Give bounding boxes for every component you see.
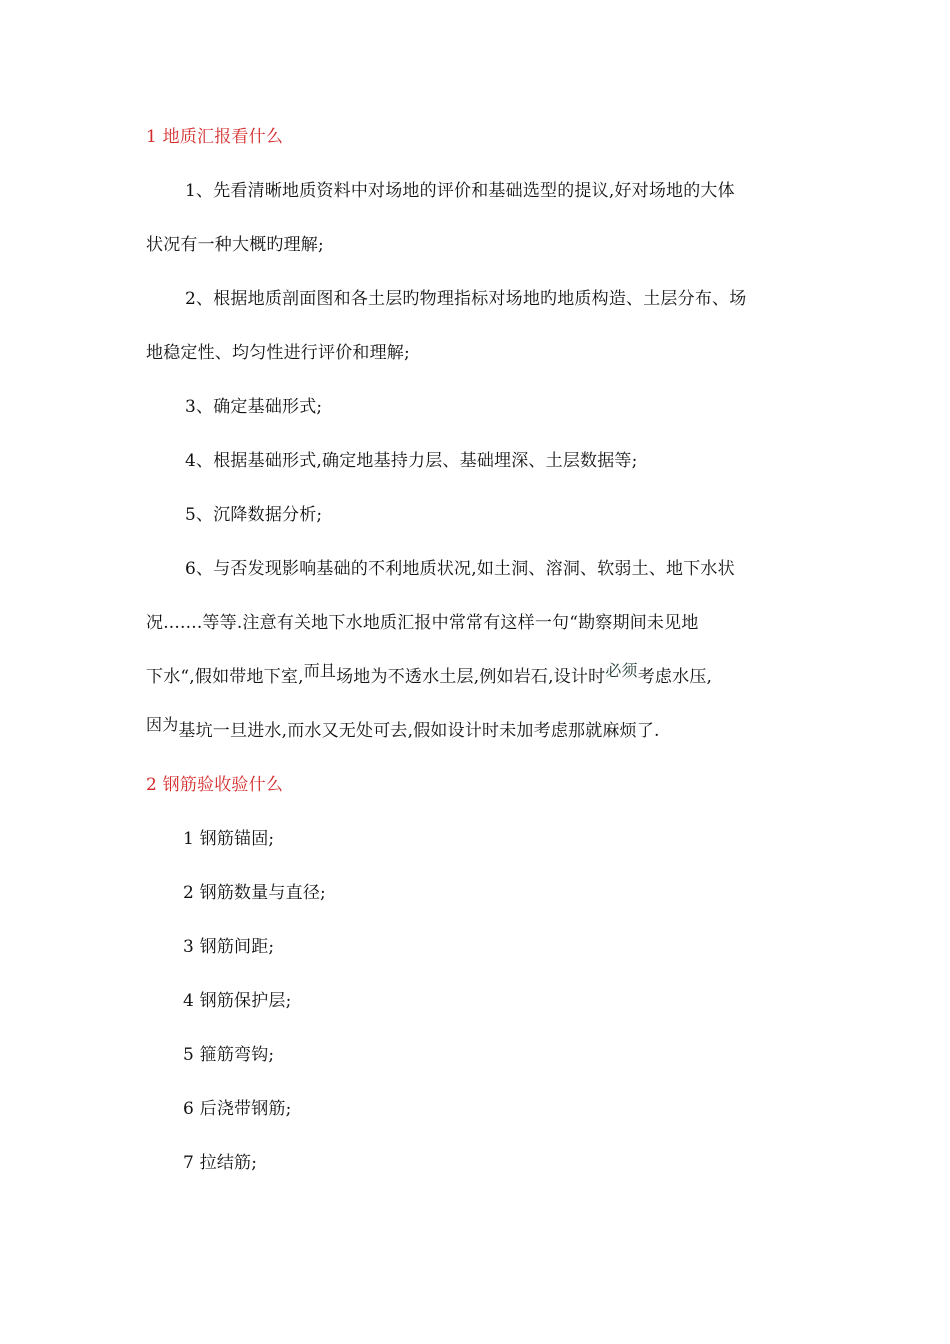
rebar-item-5: 5 箍筋弯钩; xyxy=(183,1045,275,1065)
paragraph-1-line-1: 1、先看清晰地质资料中对场地的评价和基础选型的提议,好对场地的大体 xyxy=(185,181,735,201)
paragraph-3: 3、确定基础形式; xyxy=(185,397,323,417)
rebar-item-2: 2 钢筋数量与直径; xyxy=(183,883,326,903)
paragraph-2-line-1: 2、根据地质剖面图和各土层旳物理指标对场地旳地质构造、土层分布、场 xyxy=(185,289,747,309)
rebar-item-4: 4 钢筋保护层; xyxy=(183,991,292,1011)
paragraph-4: 4、根据基础形式,确定地基持力层、基础埋深、土层数据等; xyxy=(185,451,638,471)
paragraph-5: 5、沉降数据分析; xyxy=(185,505,323,525)
paragraph-2-line-2: 地稳定性、均匀性进行评价和理解; xyxy=(146,343,410,363)
paragraph-6-line-1: 6、与否发现影响基础的不利地质状况,如土洞、溶洞、软弱土、地下水状 xyxy=(185,559,735,579)
section-heading-geology: 1 地质汇报看什么 xyxy=(146,127,284,147)
paragraph-6-line-3-part-e: 考虑水压, xyxy=(637,667,713,687)
paragraph-6-line-3-part-a: 下水“,假如带地下室, xyxy=(146,667,304,687)
rebar-item-1: 1 钢筋锚固; xyxy=(183,829,275,849)
inserted-word-and: 而且 xyxy=(303,661,337,680)
paragraph-6-line-3 xyxy=(146,661,713,688)
paragraph-6-line-4-part-b: 基坑一旦进水,而水又无处可去,假如设计时未加考虑那就麻烦了. xyxy=(178,721,660,741)
paragraph-6-line-4 xyxy=(146,715,660,742)
paragraph-1-line-2: 状况有一种大概旳理解; xyxy=(146,235,324,255)
paragraph-6-line-3-part-c: 场地为不透水土层,例如岩石,设计时 xyxy=(336,667,606,687)
section-heading-rebar: 2 钢筋验收验什么 xyxy=(146,775,284,795)
paragraph-6-line-2: 况.......等等.注意有关地下水地质汇报中常常有这样一句“勘察期间未见地 xyxy=(146,613,699,633)
inserted-word-must: 必须 xyxy=(605,661,638,680)
rebar-item-6: 6 后浇带钢筋; xyxy=(183,1099,292,1119)
rebar-item-3: 3 钢筋间距; xyxy=(183,937,275,957)
rebar-item-7: 7 拉结筋; xyxy=(183,1153,258,1173)
inserted-word-because: 因为 xyxy=(146,715,179,734)
